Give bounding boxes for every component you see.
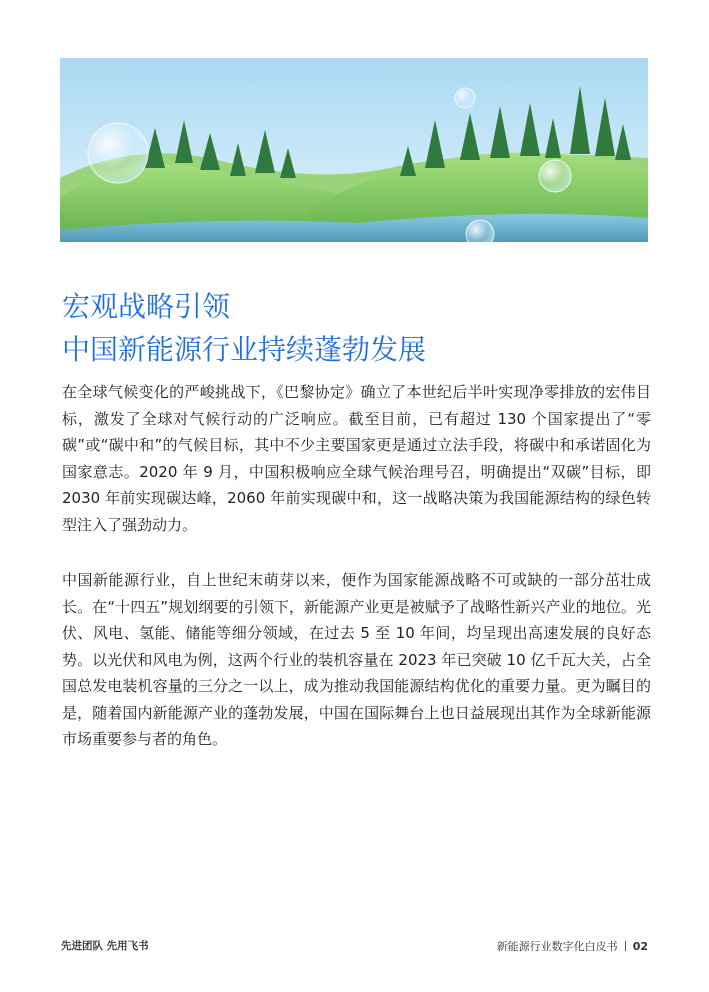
paragraph-2: 中国新能源行业，自上世纪末萌芽以来，便作为国家能源战略不可或缺的一部分茁壮成长。在“十四五”规划纲要的引领下，新能源产业更是被赋予了战略性新兴产业的地位。光伏、风电、氢能、储能等细分领域，在过去 5 至 10 年间，均呈现出高速发展的良好态势。以光伏和风电为例，这两个行业的装机容量在 2023 年已突破 10 亿千瓦大关，占全国总发电装机容量的三分之一以上，成为推动我国能源结构优化的重要力量。更为瞩目的是，随着国内新能源产业的蓬勃发展，中国在国际舞台上也日益展现出其作为全球新能源市场重要参与者的角色。 bbox=[62, 571, 651, 748]
footer-slogan: 先进团队 先用飞书 bbox=[61, 940, 149, 952]
heading-line-2: 中国新能源行业持续蓬勃发展 bbox=[62, 333, 427, 366]
footer-doc-title: 新能源行业数字化白皮书 bbox=[496, 940, 618, 953]
paragraph-1: 在全球气候变化的严峻挑战下，《巴黎协定》确立了本世纪后半叶实现净零排放的宏伟目标，激发了全球对气候行动的广泛响应。截至目前，已有超过 130 个国家提出了“零碳”或“碳中和”的气候目标，其中不少主要国家更是通过立法手段，将碳中和承诺固化为国家意志。2020 年 9 月，中国积极响应全球气候治理号召，明确提出“双碳”目标，即 2030 年前实现碳达峰，2060 年前实现碳中和，这一战略决策为我国能源结构的绿色转型注入了强劲动力。 bbox=[62, 383, 651, 534]
footer-page-info bbox=[497, 938, 648, 954]
footer-divider bbox=[625, 941, 626, 951]
hero-image bbox=[60, 58, 648, 242]
page-heading bbox=[62, 285, 652, 371]
page-number: 02 bbox=[632, 940, 648, 953]
heading-line-1: 宏观战略引领 bbox=[62, 290, 231, 323]
landscape-illustration bbox=[60, 58, 648, 242]
